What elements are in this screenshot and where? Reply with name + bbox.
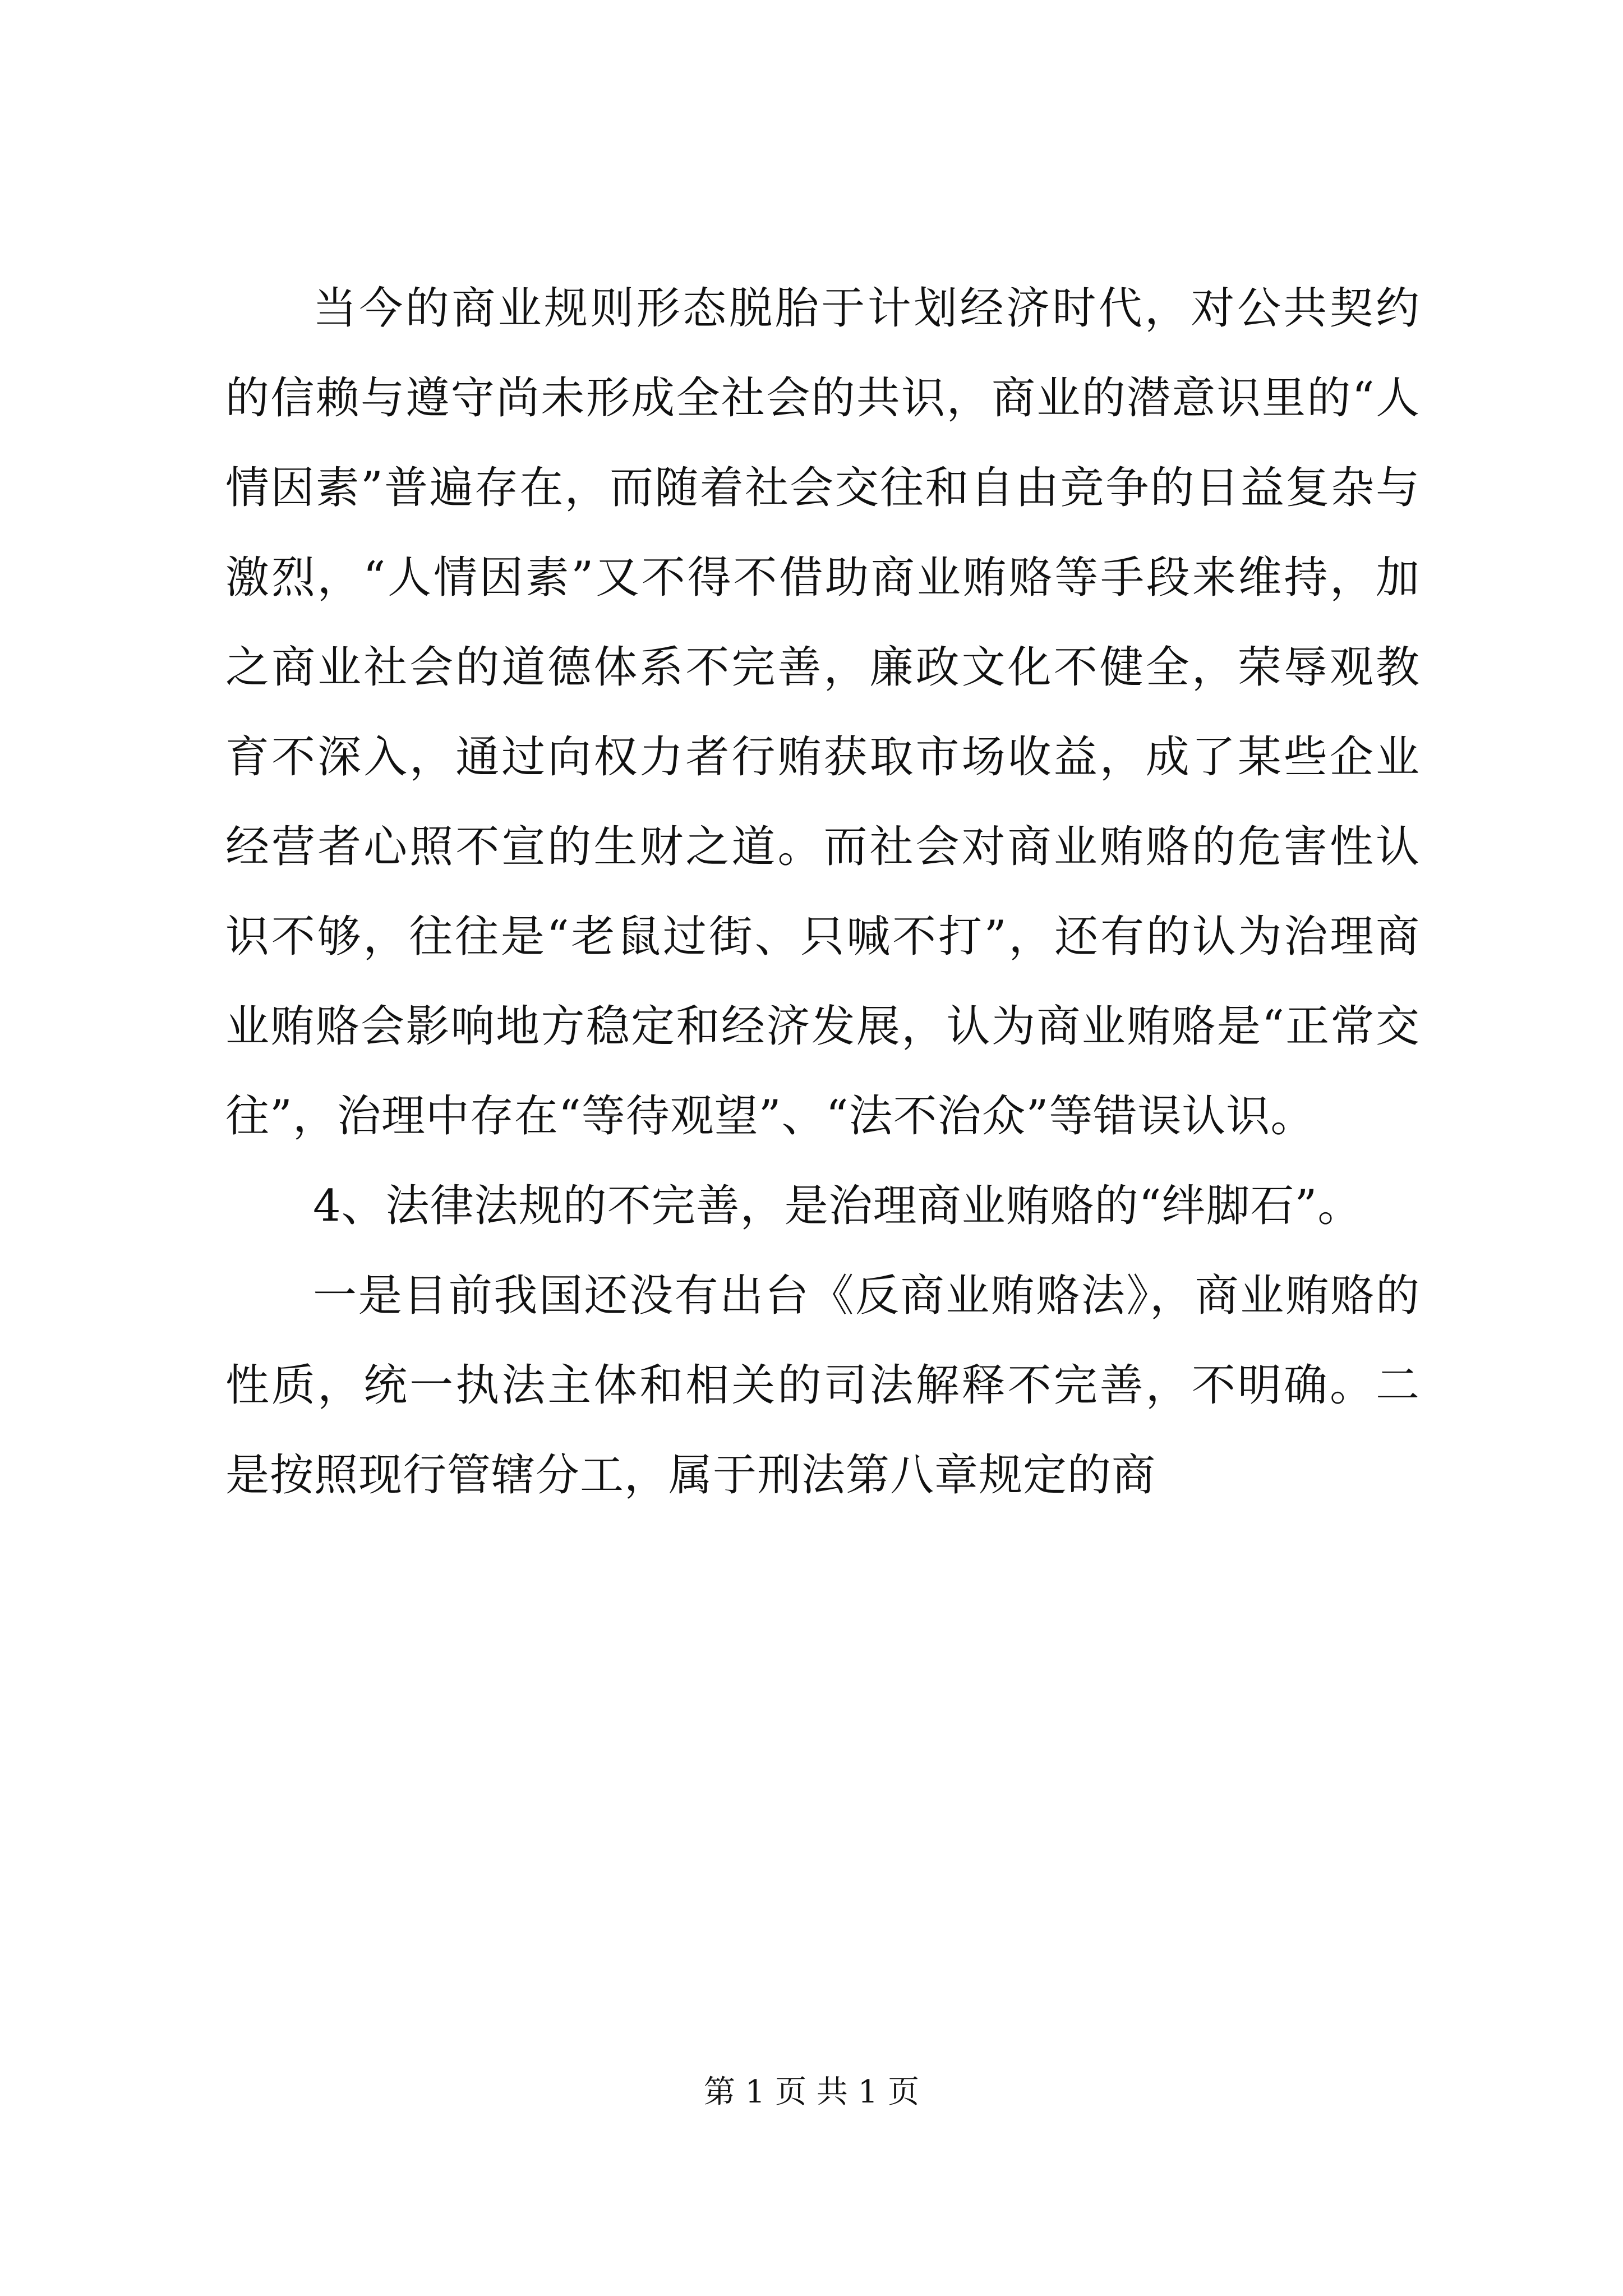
- document-body: [225, 264, 1420, 1520]
- page-footer: 第 1 页 共 1 页: [703, 2074, 920, 2110]
- paragraph-3: 一是目前我国还没有出台《反商业贿赂法》，商业贿赂的性质，统一执法主体和相关的司法解释不完善，不明确。二是按照现行管辖分工，属于刑法第八章规定的商: [225, 1271, 1420, 1501]
- paragraph-1: 当今的商业规则形态脱胎于计划经济时代，对公共契约的信赖与遵守尚未形成全社会的共识，商业的潜意识里的“人情因素”普遍存在，而随着社会交往和自由竞争的日益复杂与激烈，“人情因素”又不得不借助商业贿赂等手段来维持，加之商业社会的道德体系不完善，廉政文化不健全，荣辱观教育不深入，通过向权力者行贿获取市场收益，成了某些企业经营者心照不宣的生财之道。而社会对商业贿赂的危害性认识不够，往往是“老鼠过街、只喊不打”，还有的认为治理商业贿赂会影响地方稳定和经济发展，认为商业贿赂是“正常交往”，治理中存在“等待观望”、“法不治众”等错误认识。: [225, 283, 1420, 1142]
- paragraph-2: 4、法律法规的不完善，是治理商业贿赂的“绊脚石”。: [313, 1181, 1362, 1231]
